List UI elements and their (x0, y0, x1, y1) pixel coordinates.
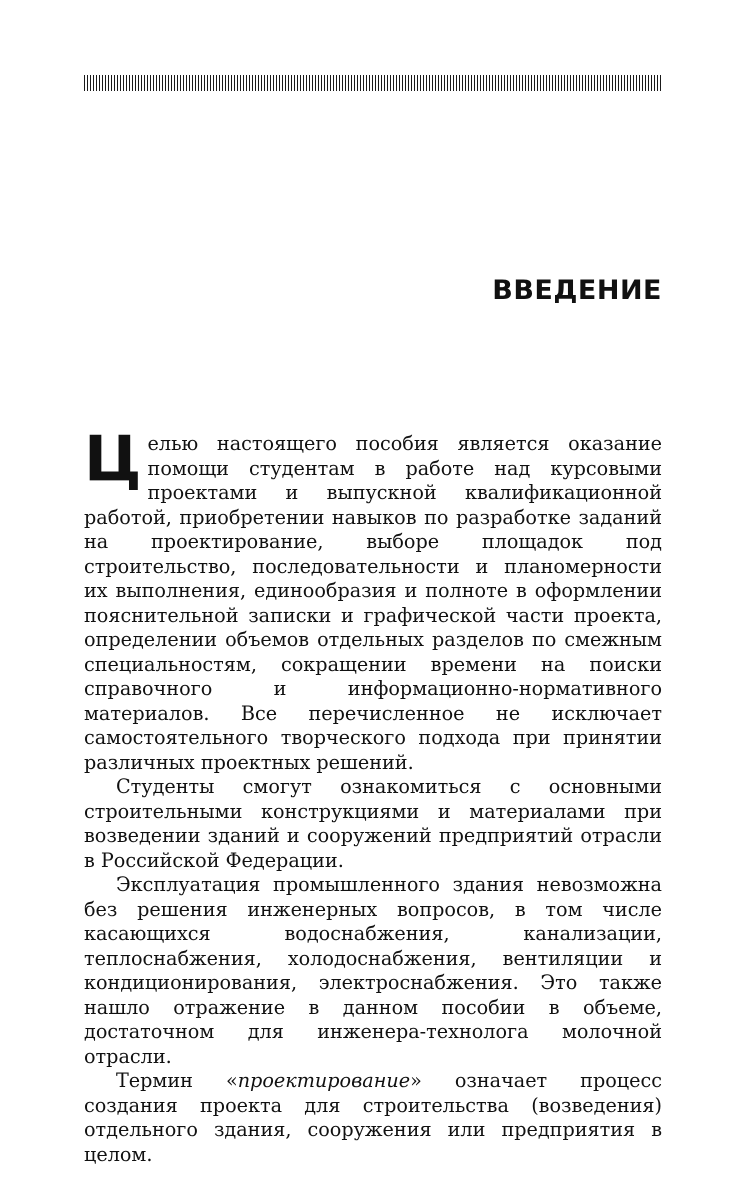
paragraph-1 (84, 422, 662, 775)
body-text (84, 422, 662, 1167)
header-decorative-rule (84, 75, 662, 91)
paragraph-4 (84, 1069, 662, 1167)
paragraph-2: Студенты смогут ознакомиться с основными строительными конструкциями и материалами при возведении зданий и сооружений предприятий отрасли в Российской Федерации. (84, 775, 662, 872)
paragraph-4-suffix: » означает процесс создания проекта для строительства (возведения) отдельного здания, сооружения или предприятия в целом. (84, 1069, 662, 1166)
drop-cap: Ц (84, 422, 142, 495)
term-emphasis: проектирование (237, 1069, 411, 1092)
chapter-title: ВВЕДЕНИЕ (492, 275, 662, 306)
paragraph-4-prefix: Термин « (116, 1069, 238, 1092)
paragraph-1-text: елью настоящего пособия является оказание помощи студентам в работе над курсовыми проектами и выпускной квалификационной работой, приобретении навыков по разработке заданий на проектирование, выборе площадок под строительство, последовательности и планомерности их выполнения, единообразия и полноте в оформлении пояснительной записки и графической части проекта, определении объемов отдельных разделов по смежным специальностям, сокращении времени на поиски справочного и информационно-нормативного материалов. Все перечисленное не исключает самостоятельного творческого подхода при принятии различных проектных решений. (84, 432, 662, 774)
paragraph-3: Эксплуатация промышленного здания невозможна без решения инженерных вопросов, в том числе касающихся водоснабжения, канализации, теплоснабжения, холодоснабжения, вентиляции и кондиционирования, электроснабжения. Это также нашло отражение в данном пособии в объеме, достаточном для инженера-технолога молочной отрасли. (84, 873, 662, 1068)
